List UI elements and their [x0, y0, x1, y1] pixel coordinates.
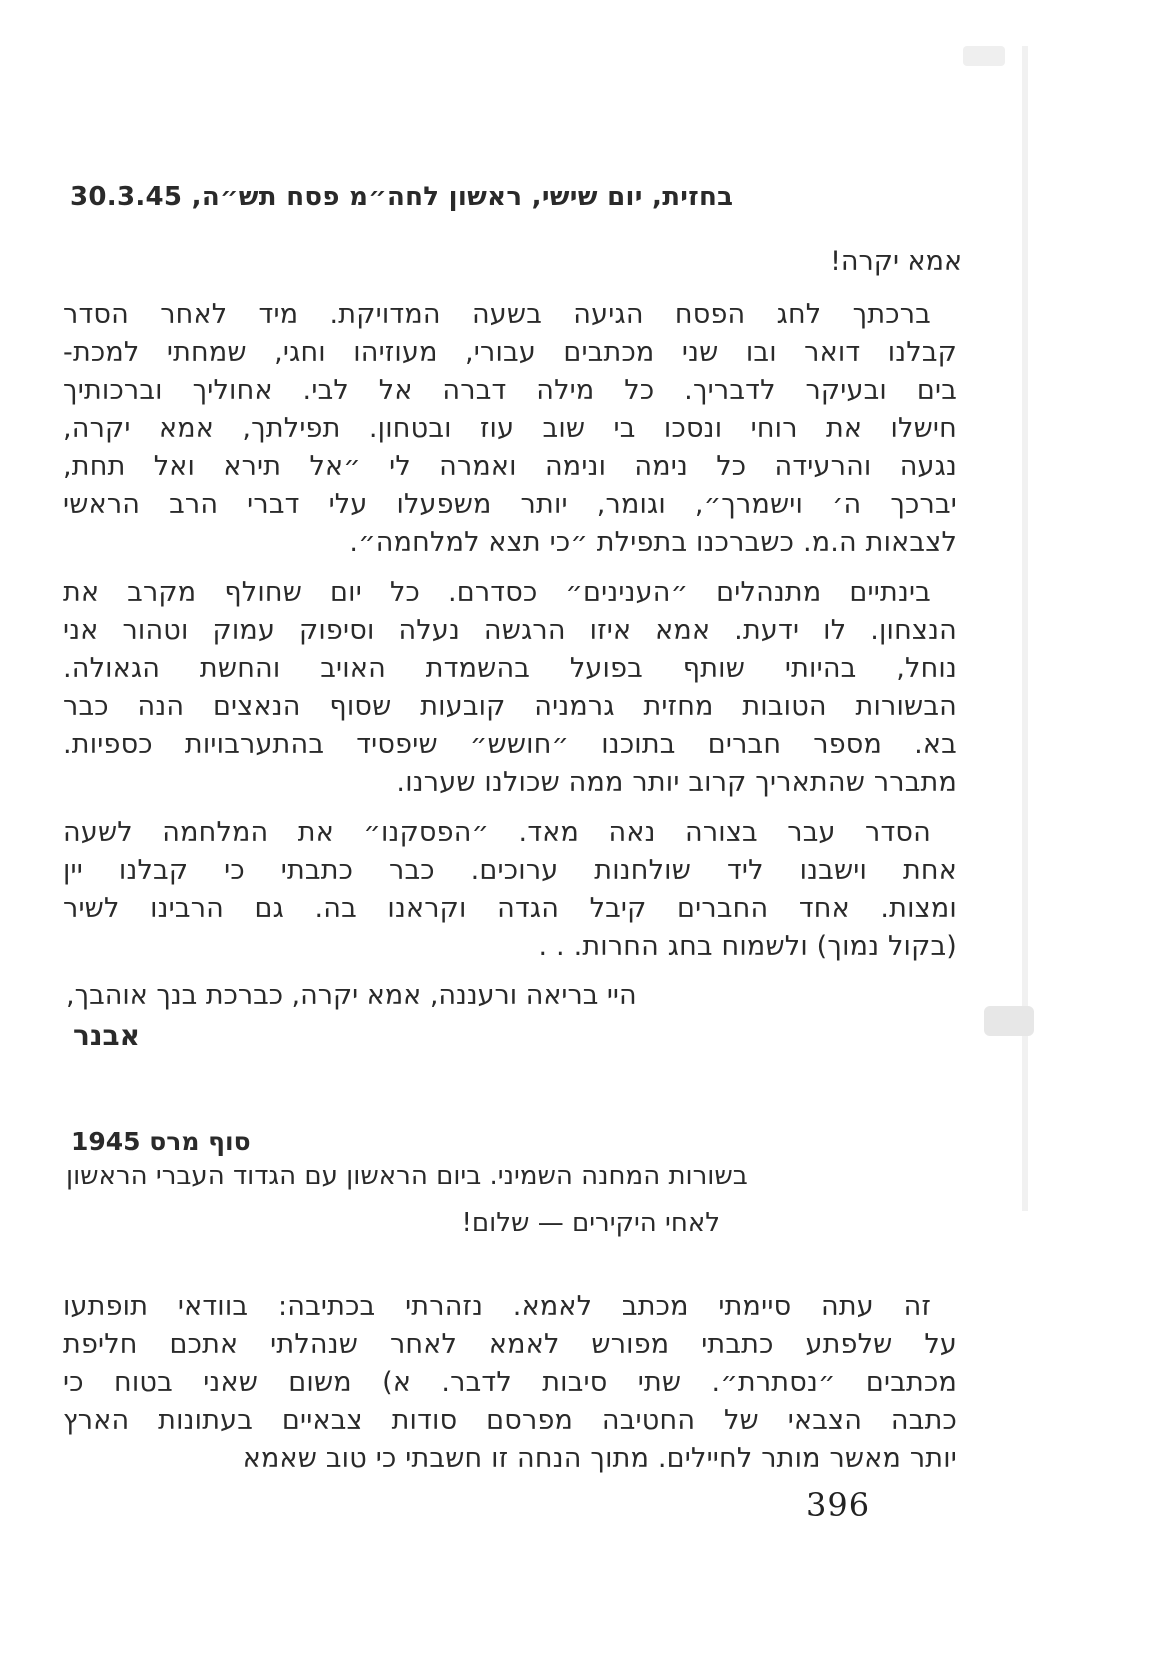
- letter1-signature: אבנר: [73, 1019, 141, 1052]
- letter1-dateline: בחזית, יום שישי, ראשון לחה״מ פסח תש״ה, 30.3.45: [70, 182, 734, 212]
- text-line: בא. מספר חברים בתוכנו ״חושש״ שיפסיד בהתערבויות כספיות.: [63, 729, 957, 760]
- scan-edge-artifact: [1022, 46, 1028, 1211]
- text-line: אחת וישבנו ליד שולחנות ערוכים. כבר כתבתי כי קבלנו יין: [63, 855, 957, 886]
- scan-smudge-top: [963, 46, 1005, 66]
- text-line: ומצות. אחד החברים קיבל הגדה וקראנו בה. גם הרבינו לשיר: [63, 893, 957, 924]
- paragraph: [63, 296, 957, 562]
- paragraph: [63, 574, 957, 802]
- text-line: יותר מאשר מותר לחיילים. מתוך הנחה זו חשבתי כי טוב שאמא: [242, 1443, 957, 1474]
- text-line: חישלו את רוחי ונסכו בי שוב עוז ובטחון. תפילתך, אמא יקרה,: [63, 413, 957, 444]
- scan-smudge-middle: [984, 1006, 1034, 1036]
- paragraph: [63, 1288, 957, 1478]
- letter2-dateline: סוף מרס 1945: [71, 1127, 251, 1156]
- text-line: הסדר עבר בצורה נאה מאד. ״הפסקנו״ את המלחמה לשעה: [63, 817, 931, 848]
- text-line: נגעה והרעידה כל נימה ונימה ואמרה לי ״אל תירא ואל תחת,: [63, 451, 957, 482]
- paragraph: [63, 814, 957, 966]
- text-line: מכתבים ״נסתרת״. שתי סיבות לדבר. א) משום שאני בטוח כי: [63, 1367, 957, 1398]
- text-line: מתברר שהתאריך קרוב יותר ממה שכולנו שערנו.: [396, 767, 957, 798]
- letter1-body: [63, 296, 957, 978]
- letter2-salutation: לאחי היקירים — שלום!: [461, 1208, 720, 1238]
- letter1-salutation: אמא יקרה!: [830, 246, 962, 277]
- text-line: קבלנו דואר ובו שני מכתבים עבורי, מעוזיהו וחגי, שמחתי למכת-: [63, 337, 957, 368]
- letter2-body: [63, 1288, 957, 1490]
- text-line: יברכך ה׳ וישמרך״, וגומר, יותר משפעלו עלי דברי הרב הראשי: [63, 489, 957, 520]
- text-line: בים ובעיקר לדבריך. כל מילה דברה אל לבי. אחוליך וברכותיך: [63, 375, 957, 406]
- text-line: זה עתה סיימתי מכתב לאמא. נזהרתי בכתיבה: בוודאי תופתעו: [63, 1291, 931, 1322]
- text-line: הנצחון. לו ידעת. אמא איזו הרגשה נעלה וסיפוק עמוק וטהור אני: [63, 615, 957, 646]
- text-line: (בקול נמוך) ולשמוח בחג החרות. . .: [538, 931, 957, 962]
- text-line: בינתיים מתנהלים ״הענינים״ כסדרם. כל יום שחולף מקרב את: [63, 577, 931, 608]
- text-line: נוחל, בהיותי שותף בפועל בהשמדת האויב והחשת הגאולה.: [63, 653, 957, 684]
- text-line: כתבה הצבאי של החטיבה מפרסם סודות צבאיים בעתונות הארץ: [63, 1405, 957, 1436]
- text-line: הבשורות הטובות מחזית גרמניה קובעות שסוף הנאצים הנה כבר: [63, 691, 957, 722]
- text-line: על שלפתע כתבתי מפורש לאמא לאחר שנהלתי אתכם חליפת: [63, 1329, 957, 1360]
- letter1-signoff: היי בריאה ורעננה, אמא יקרה, כברכת בנך אוהבך,: [66, 980, 637, 1011]
- text-line: ברכתך לחג הפסח הגיעה בשעה המדויקת. מיד לאחר הסדר: [63, 299, 931, 330]
- page-number: 396: [806, 1486, 871, 1524]
- letter2-subheading: בשורות המחנה השמיני. ביום הראשון עם הגדוד העברי הראשון: [66, 1161, 748, 1191]
- text-line: לצבאות ה.מ. כשברכנו בתפילת ״כי תצא למלחמה״.: [349, 527, 957, 558]
